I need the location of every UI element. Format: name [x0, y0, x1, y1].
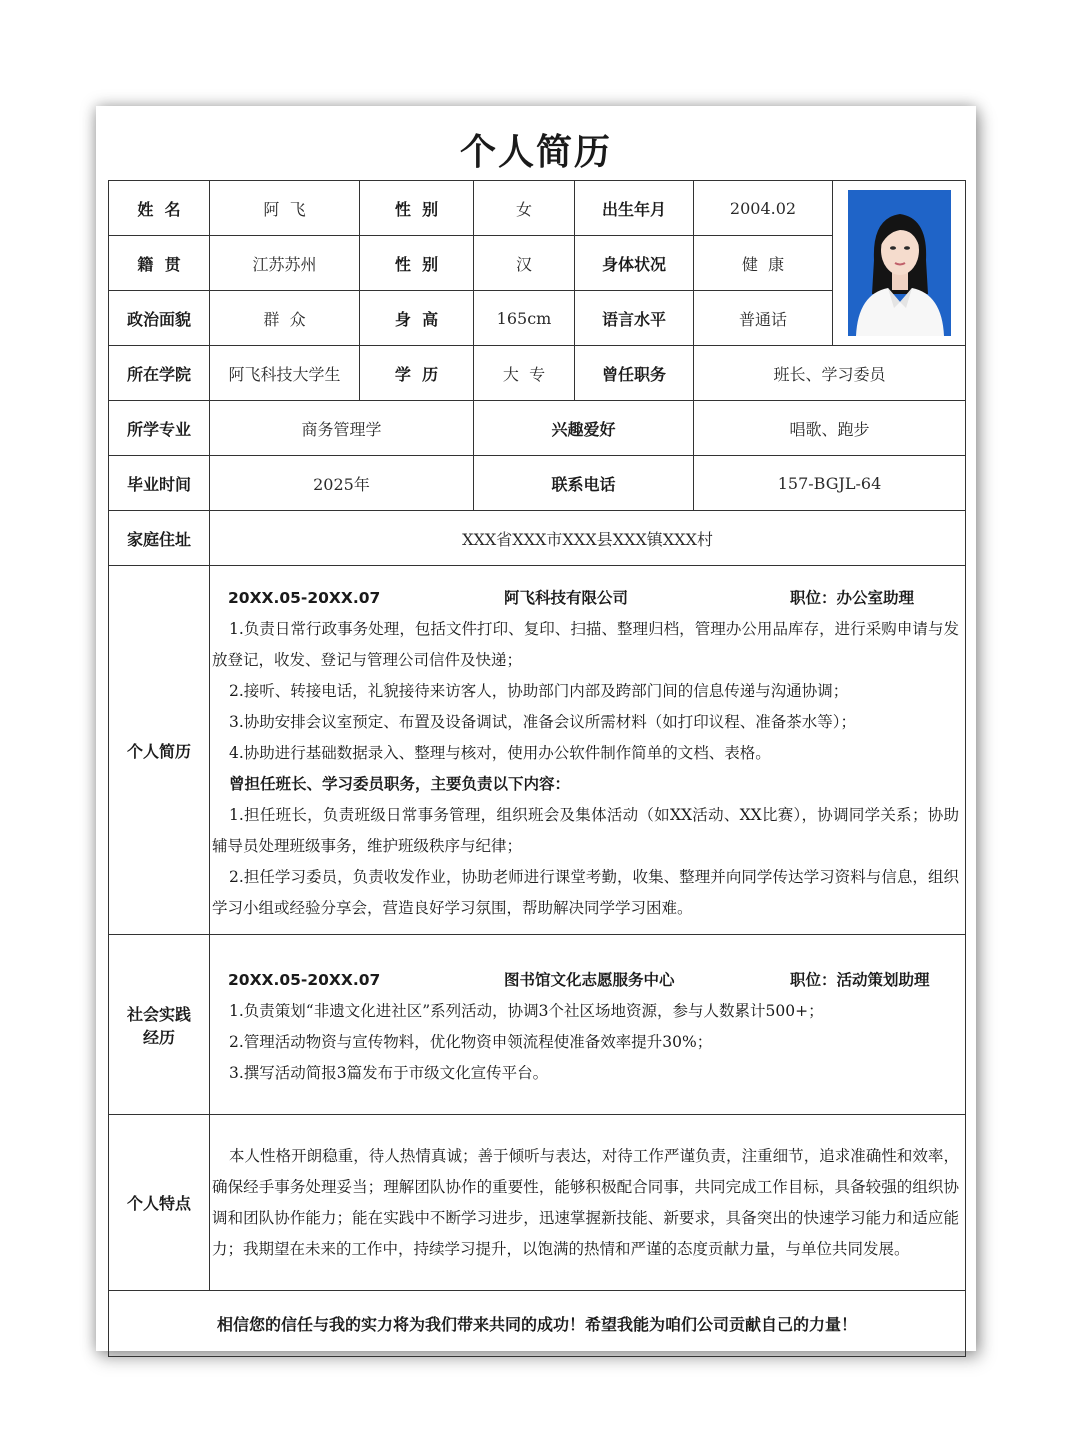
practice-period: 20XX.05-20XX.07: [228, 971, 381, 989]
school-duty-item: 1.担任班长，负责班级日常事务管理，组织班会及集体活动（如XX活动、XX比赛），协调同学关系；协助辅导员处理班级事务，维护班级秩序与纪律；: [212, 806, 959, 855]
practice-label-line: 经历: [142, 1027, 175, 1047]
political-label: 政治面貌: [109, 291, 210, 346]
experience-item: 4.协助进行基础数据录入、整理与核对，使用办公软件制作简单的文档、表格。: [229, 744, 771, 762]
traits-text: 本人性格开朗稳重，待人热情真诚；善于倾听与表达，对待工作严谨负责，注重细节，追求准确性和效率，确保经手事务处理妥当；理解团队协作的重要性，能够积极配合同事，共同完成工作目标，具备较强的组织协调和团队协作能力；能在实践中不断学习进步，迅速掌握新技能、新要求，具备突出的快速学习能力和适应能力；我期望在未来的工作中，持续学习提升，以饱满的热情和严谨的态度贡献力量，与单位共同发展。: [212, 1146, 959, 1258]
practice-item: 3.撰写活动简报3篇发布于市级文化宣传平台。: [229, 1064, 549, 1082]
practice-item: 1.负责策划“非遗文化进社区”系列活动，协调3个社区场地资源，参与人数累计500+；: [229, 1002, 824, 1020]
traits-content: [210, 1115, 966, 1291]
address-value: XXX省XXX市XXX县XXX镇XXX村: [210, 511, 966, 566]
page-title: 个人简历: [459, 132, 612, 173]
experience-label: 个人简历: [109, 566, 210, 935]
experience-item: 1.负责日常行政事务处理，包括文件打印、复印、扫描、整理归档，管理办公用品库存，进行采购申请与发放登记，收发、登记与管理公司信件及快递；: [212, 620, 959, 669]
degree-label: 学 历: [360, 346, 474, 401]
experience-item: 3.协助安排会议室预定、布置及设备调试，准备会议所需材料（如打印议程、准备茶水等）；: [229, 713, 857, 731]
table-row: [109, 511, 966, 566]
practice-role: 职位：活动策划助理: [790, 971, 930, 989]
degree-value: 大 专: [474, 346, 575, 401]
photo-cell: [833, 181, 966, 346]
portrait-image: [848, 190, 951, 336]
native-label: 籍 贯: [109, 236, 210, 291]
table-row: [109, 401, 966, 456]
practice-content: [210, 935, 966, 1115]
name-value: 阿 飞: [210, 181, 360, 236]
language-value: 普通话: [694, 291, 833, 346]
phone-label: 联系电话: [474, 456, 694, 511]
practice-item: 2.管理活动物资与宣传物料，优化物资申领流程使准备效率提升30%；: [229, 1033, 713, 1051]
school-duty-heading: 曾担任班长、学习委员职务，主要负责以下内容：: [229, 775, 571, 793]
experience-role: 职位：办公室助理: [790, 589, 915, 607]
grad-label: 毕业时间: [109, 456, 210, 511]
id-photo: [848, 190, 951, 336]
position-value: 班长、学习委员: [694, 346, 966, 401]
traits-row: [109, 1115, 966, 1291]
major-value: 商务管理学: [210, 401, 474, 456]
school-duty-item: 2.担任学习委员，负责收发作业，协助老师进行课堂考勤，收集、整理并向同学传达学习资料与信息，组织学习小组或经验分享会，营造良好学习氛围，帮助解决同学学习困难。: [212, 868, 959, 917]
health-value: 健 康: [694, 236, 833, 291]
footer-row: [109, 1291, 966, 1357]
experience-row: [109, 566, 966, 935]
phone-value: 157-BGJL-64: [694, 456, 966, 511]
practice-label: [109, 935, 210, 1115]
language-label: 语言水平: [575, 291, 694, 346]
footer-text: 相信您的信任与我的实力将为我们带来共同的成功！希望我能为咱们公司贡献自己的力量！: [109, 1291, 966, 1357]
grad-value: 2025年: [210, 456, 474, 511]
ethnic-value: 汉: [474, 236, 575, 291]
school-value: 阿飞科技大学生: [210, 346, 360, 401]
practice-row: [109, 935, 966, 1115]
hobby-value: 唱歌、跑步: [694, 401, 966, 456]
health-label: 身体状况: [575, 236, 694, 291]
resume-table: [108, 180, 966, 1357]
table-row: [109, 456, 966, 511]
practice-label-line: 社会实践: [126, 1004, 191, 1024]
birth-label: 出生年月: [575, 181, 694, 236]
school-label: 所在学院: [109, 346, 210, 401]
address-label: 家庭住址: [109, 511, 210, 566]
experience-period: 20XX.05-20XX.07: [228, 589, 381, 607]
experience-company: 阿飞科技有限公司: [504, 589, 629, 607]
height-label: 身 高: [360, 291, 474, 346]
practice-org: 图书馆文化志愿服务中心: [504, 971, 675, 989]
table-row: [109, 346, 966, 401]
ethnic-label: 性 别: [360, 236, 474, 291]
experience-header: [212, 583, 959, 614]
gender-value: 女: [474, 181, 575, 236]
political-value: 群 众: [210, 291, 360, 346]
traits-label: 个人特点: [109, 1115, 210, 1291]
major-label: 所学专业: [109, 401, 210, 456]
position-label: 曾任职务: [575, 346, 694, 401]
resume-sheet: [96, 106, 976, 1351]
experience-content: [210, 566, 966, 935]
experience-item: 2.接听、转接电话，礼貌接待来访客人，协助部门内部及跨部门间的信息传递与沟通协调；: [229, 682, 849, 700]
height-value: 165cm: [474, 291, 575, 346]
practice-header: [212, 965, 959, 996]
birth-value: 2004.02: [694, 181, 833, 236]
name-label: 姓 名: [109, 181, 210, 236]
hobby-label: 兴趣爱好: [474, 401, 694, 456]
gender-label: 性 别: [360, 181, 474, 236]
native-value: 江苏苏州: [210, 236, 360, 291]
table-row: [109, 181, 966, 236]
